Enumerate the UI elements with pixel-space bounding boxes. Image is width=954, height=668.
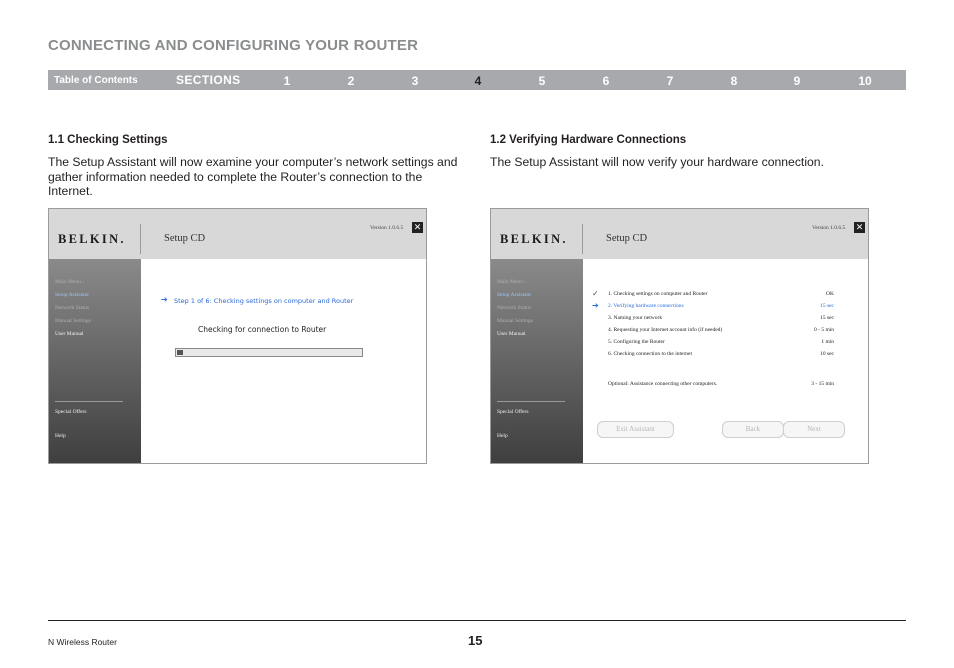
arrow-icon: ➔ bbox=[161, 295, 168, 304]
progress-fill bbox=[177, 350, 183, 355]
sidebar-item-network-status[interactable]: Network Status bbox=[55, 305, 90, 311]
section-link-8[interactable]: 8 bbox=[730, 74, 738, 88]
checking-status: Checking for connection to Router bbox=[198, 325, 327, 334]
step-time: 1 min bbox=[821, 339, 834, 345]
back-button[interactable]: Back bbox=[722, 421, 784, 438]
check-icon: ✓ bbox=[592, 289, 599, 298]
version-label: Version 1.0.6.5 bbox=[812, 225, 846, 231]
optional-item bbox=[608, 381, 834, 391]
close-icon[interactable]: ✕ bbox=[413, 222, 422, 232]
exit-assistant-button[interactable]: Exit Assistant bbox=[597, 421, 674, 438]
sidebar-item-user-manual[interactable]: User Manual bbox=[497, 331, 526, 337]
section-heading-checking-settings: 1.1 Checking Settings bbox=[48, 134, 168, 146]
window-header bbox=[491, 209, 868, 259]
step-label: 2. Verifying hardware connections bbox=[608, 303, 684, 309]
list-item bbox=[608, 315, 834, 325]
section-link-10[interactable]: 10 bbox=[858, 74, 872, 88]
sections-label: SECTIONS bbox=[176, 73, 241, 87]
section-link-4[interactable]: 4 bbox=[474, 74, 482, 88]
sidebar-divider bbox=[497, 401, 565, 402]
section-nav-bar bbox=[48, 70, 906, 90]
section-link-1[interactable]: 1 bbox=[283, 74, 291, 88]
sidebar bbox=[49, 259, 141, 463]
step-label: 4. Requesting your Internet account info (if needed) bbox=[608, 327, 723, 333]
sidebar-item-help[interactable]: Help bbox=[497, 433, 508, 439]
window-title: Setup CD bbox=[606, 233, 648, 244]
section-link-5[interactable]: 5 bbox=[538, 74, 546, 88]
sidebar-item-network-status[interactable]: Network Status bbox=[497, 305, 532, 311]
sidebar-item-manual-settings[interactable]: Manual Settings bbox=[497, 318, 533, 324]
list-item bbox=[608, 303, 834, 313]
sidebar-item-special-offers[interactable]: Special Offers bbox=[497, 409, 529, 415]
steps-list bbox=[608, 291, 834, 363]
section-text-verifying-hardware: The Setup Assistant will now verify your hardware connection. bbox=[490, 155, 824, 169]
window-header bbox=[49, 209, 426, 259]
step-time: 15 sec bbox=[820, 303, 834, 309]
step-label: 5. Configuring the Router bbox=[608, 339, 665, 345]
progress-bar bbox=[175, 348, 363, 357]
step-time: 15 sec bbox=[820, 315, 834, 321]
close-icon[interactable]: ✕ bbox=[855, 222, 864, 232]
sidebar-item-main-menu[interactable]: Main Menu › bbox=[497, 279, 527, 285]
section-link-7[interactable]: 7 bbox=[666, 74, 674, 88]
page-title: CONNECTING AND CONFIGURING YOUR ROUTER bbox=[48, 37, 419, 54]
section-heading-verifying-hardware: 1.2 Verifying Hardware Connections bbox=[490, 134, 687, 146]
footer-divider bbox=[48, 620, 906, 621]
sidebar-item-setup-assistant[interactable]: Setup Assistant bbox=[497, 292, 531, 298]
setup-cd-screenshot-verifying bbox=[490, 208, 869, 464]
belkin-logo: BELKIN. bbox=[500, 232, 568, 246]
header-divider bbox=[140, 224, 141, 254]
step-time: 0 - 5 min bbox=[813, 327, 834, 333]
sidebar-divider bbox=[55, 401, 123, 402]
arrow-icon: ➔ bbox=[592, 301, 599, 310]
step-label: 3. Naming your network bbox=[608, 315, 663, 321]
toc-link[interactable]: Table of Contents bbox=[54, 75, 138, 86]
belkin-logo: BELKIN. bbox=[58, 232, 126, 246]
list-item bbox=[608, 291, 834, 301]
step-time: 10 sec bbox=[820, 351, 834, 357]
sidebar-item-help[interactable]: Help bbox=[55, 433, 66, 439]
section-text-checking-settings: The Setup Assistant will now examine your computer’s network settings and gather information needed to complete the Router’s connection to the Internet. bbox=[48, 155, 458, 198]
sidebar-item-special-offers[interactable]: Special Offers bbox=[55, 409, 87, 415]
footer-product-name: N Wireless Router bbox=[48, 637, 117, 647]
section-link-2[interactable]: 2 bbox=[347, 74, 355, 88]
step-indicator: Step 1 of 6: Checking settings on computer and Router bbox=[174, 297, 354, 305]
step-label: 1. Checking settings on computer and Router bbox=[608, 291, 708, 297]
next-button[interactable]: Next bbox=[783, 421, 845, 438]
list-item bbox=[608, 327, 834, 337]
optional-time: 3 - 15 min bbox=[811, 381, 834, 387]
setup-cd-screenshot-checking bbox=[48, 208, 427, 464]
sidebar-item-setup-assistant[interactable]: Setup Assistant bbox=[55, 292, 89, 298]
page-number: 15 bbox=[468, 633, 483, 648]
section-link-9[interactable]: 9 bbox=[793, 74, 801, 88]
list-item bbox=[608, 351, 834, 361]
sidebar-item-main-menu[interactable]: Main Menu › bbox=[55, 279, 85, 285]
window-title: Setup CD bbox=[164, 233, 206, 244]
header-divider bbox=[582, 224, 583, 254]
section-link-3[interactable]: 3 bbox=[411, 74, 419, 88]
version-label: Version 1.0.6.5 bbox=[370, 225, 404, 231]
step-label: 6. Checking connection to the internet bbox=[608, 351, 693, 357]
sidebar-item-manual-settings[interactable]: Manual Settings bbox=[55, 318, 91, 324]
sidebar-item-user-manual[interactable]: User Manual bbox=[55, 331, 84, 337]
section-link-6[interactable]: 6 bbox=[602, 74, 610, 88]
step-time: OK bbox=[826, 291, 834, 297]
list-item bbox=[608, 339, 834, 349]
sidebar bbox=[491, 259, 583, 463]
optional-label: Optional: Assistance connecting other computers. bbox=[608, 381, 718, 387]
